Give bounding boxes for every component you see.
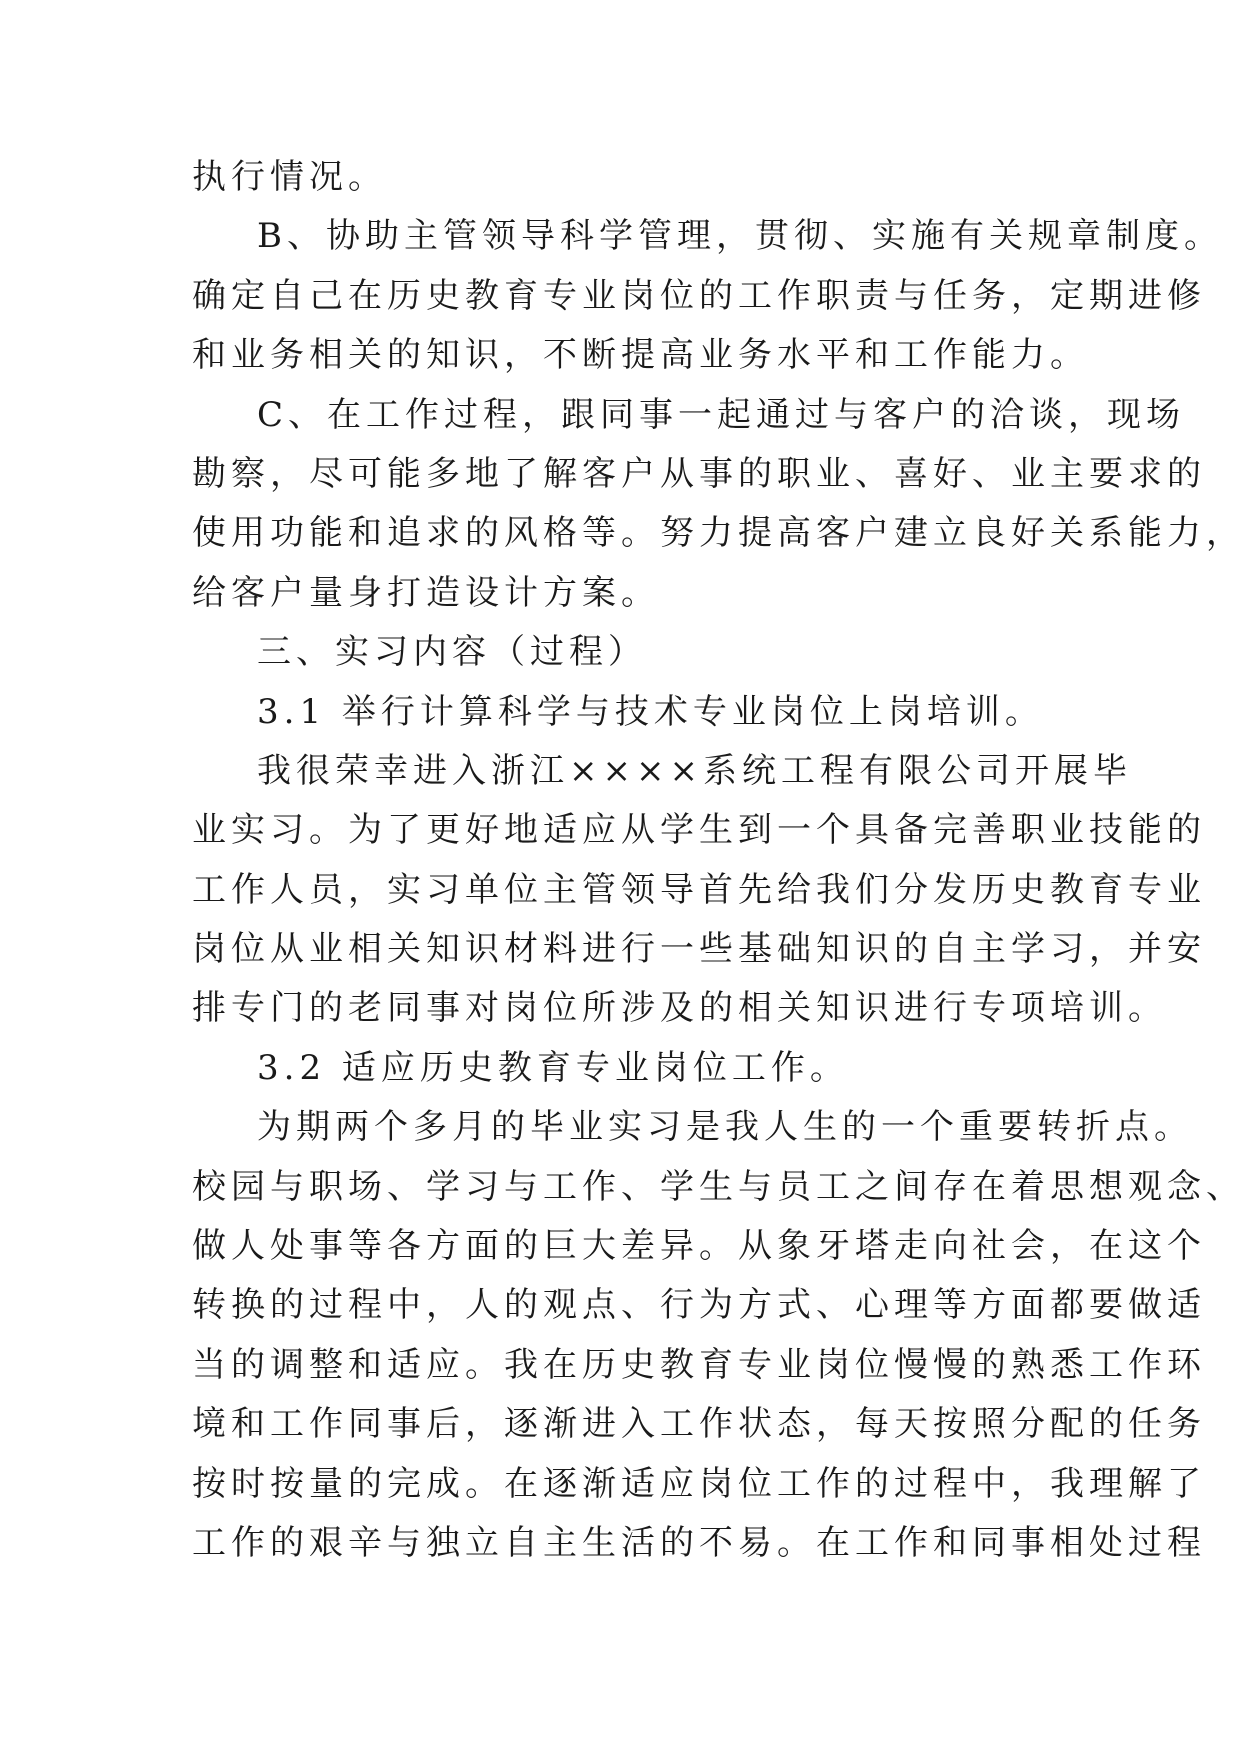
- subsection-heading: 3.2 适应历史教育专业岗位工作。: [257, 1047, 849, 1088]
- text-line: 我很荣幸进入浙江××××系统工程有限公司开展毕: [257, 750, 1132, 791]
- text-line: 工作人员，实习单位主管领导首先给我们分发历史教育专业: [192, 869, 1206, 910]
- text-line: 按时按量的完成。在逐渐适应岗位工作的过程中，我理解了: [192, 1463, 1206, 1504]
- text-line: 境和工作同事后，逐渐进入工作状态，每天按照分配的任务: [192, 1404, 1206, 1445]
- subsection-heading: 3.1 举行计算科学与技术专业岗位上岗培训。: [257, 691, 1044, 732]
- text-line: 转换的过程中，人的观点、行为方式、心理等方面都要做适: [192, 1285, 1206, 1326]
- text-line: 排专门的老同事对岗位所涉及的相关知识进行专项培训。: [192, 988, 1167, 1029]
- text-line: 执行情况。: [192, 157, 387, 197]
- text-line: 为期两个多月的毕业实习是我人生的一个重要转折点。: [257, 1107, 1193, 1148]
- text-line: 岗位从业相关知识材料进行一些基础知识的自主学习，并安: [192, 929, 1206, 970]
- text-line: 给客户量身打造设计方案。: [192, 572, 660, 613]
- text-line: 业实习。为了更好地适应从学生到一个具备完善职业技能的: [192, 810, 1206, 851]
- text-line: 确定自己在历史教育专业岗位的工作职责与任务，定期进修: [192, 275, 1206, 316]
- section-heading: 三、实习内容（过程）: [257, 632, 647, 673]
- text-line: 做人处事等各方面的巨大差异。从象牙塔走向社会，在这个: [192, 1226, 1206, 1267]
- text-line: B、协助主管领导科学管理，贯彻、实施有关规章制度。: [257, 216, 1223, 257]
- text-line: 工作的艰辛与独立自主生活的不易。在工作和同事相处过程: [192, 1522, 1206, 1563]
- text-line: 和业务相关的知识，不断提高业务水平和工作能力。: [192, 335, 1089, 376]
- text-line: 当的调整和适应。我在历史教育专业岗位慢慢的熟悉工作环: [192, 1344, 1206, 1385]
- text-line: 校园与职场、学习与工作、学生与员工之间存在着思想观念、: [192, 1166, 1245, 1207]
- text-line: C、在工作过程，跟同事一起通过与客户的洽谈，现场: [257, 394, 1186, 435]
- text-line: 使用功能和追求的风格等。努力提高客户建立良好关系能力，: [192, 513, 1245, 554]
- document-body: [192, 148, 1245, 1573]
- text-line: 勘察，尽可能多地了解客户从事的职业、喜好、业主要求的: [192, 453, 1206, 494]
